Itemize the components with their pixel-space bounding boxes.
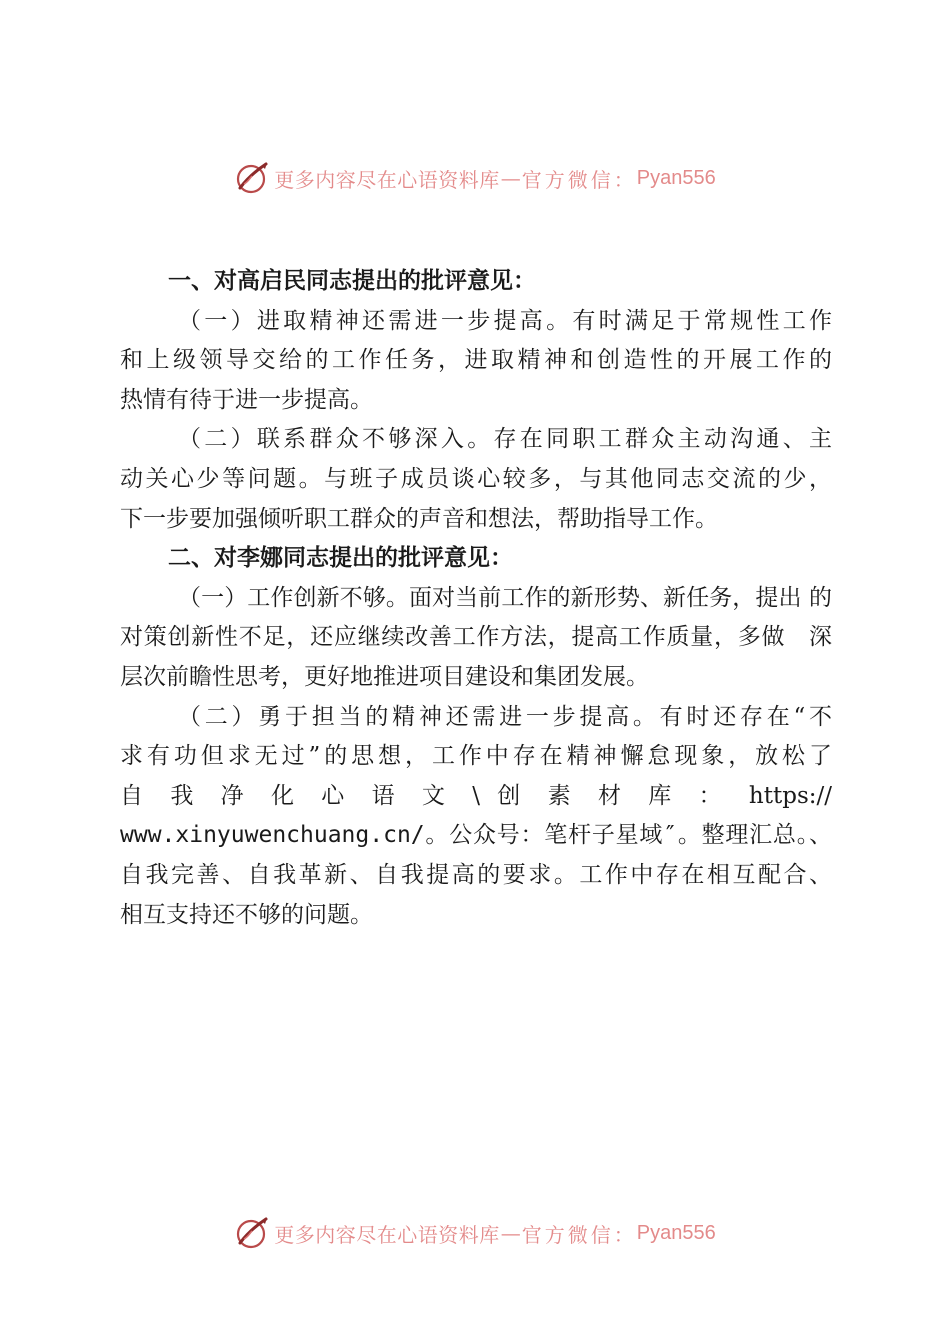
paragraph-line: （一）工作创新不够。面对当前工作的新形势、新任务，提出 的 [178,584,832,611]
paragraph-line: 自我完善、自我革新、自我提高的要求。工作中存在相互配合、 [120,861,832,888]
paragraph-line: （一）进取精神还需进一步提高。有时满足于常规性工作 [178,307,832,334]
section-heading-2: 二、对李娜同志提出的批评意见： [168,545,513,572]
footer-watermark-banner [0,1211,950,1255]
paragraph-line-url: 自 我 净 化 心 语 文 \ 创 素 材 库 ： https:// [120,782,832,809]
banner-separator: — [500,166,521,190]
paragraph-line: （二）联系群众不够深入。存在同职工群众主动沟通、主 [178,426,832,453]
banner-brand-text: 更多内容尽在心语资料库 [274,167,500,192]
paragraph-line: （二）勇于担当的精神还需进一步提高。有时还存在“不 [178,703,832,730]
banner-separator: — [500,1221,521,1245]
paragraph-4 [120,698,832,936]
paragraph-line: 求有功但求无过”的思想，工作中存在精神懈怠现象，放松了 [120,743,832,770]
document-body [120,262,832,935]
banner-wechat-account: Pyan556 [636,166,716,189]
paragraph-line: 层次前瞻性思考，更好地推进项目建设和集团发展。 [120,663,649,690]
section-heading-1: 一、对高启民同志提出的批评意见： [168,268,536,294]
paragraph-2 [120,420,832,539]
pen-logo-icon [234,160,270,196]
paragraph-1 [120,302,832,421]
paragraph-line: 下一步要加强倾听职工群众的声音和想法，帮助指导工作。 [120,505,718,532]
paragraph-line: 和上级领导交给的工作任务，进取精神和创造性的开展工作的 [120,347,832,374]
paragraph-3 [120,579,832,698]
pen-logo-icon [234,1215,270,1251]
banner-wechat-label: 官方微信： [521,1222,637,1247]
banner-wechat-label: 官方微信： [521,167,637,192]
paragraph-line: 对策创新性不足，还应继续改善工作方法，提高工作质量，多做 深 [120,624,832,651]
banner-brand-text: 更多内容尽在心语资料库 [274,1222,500,1247]
banner-wechat-account: Pyan556 [636,1221,716,1244]
paragraph-line: 热情有待于进一步提高。 [120,386,373,413]
paragraph-line: 相互支持还不够的问题。 [120,901,373,928]
header-watermark-banner [0,156,950,200]
paragraph-line: 动关心少等问题。与班子成员谈心较多，与其他同志交流的少， [120,465,832,492]
paragraph-line-url: www.xinyuwenchuang.cn/。公众号：笔杆子星域″。整理汇总。、 [120,822,832,849]
